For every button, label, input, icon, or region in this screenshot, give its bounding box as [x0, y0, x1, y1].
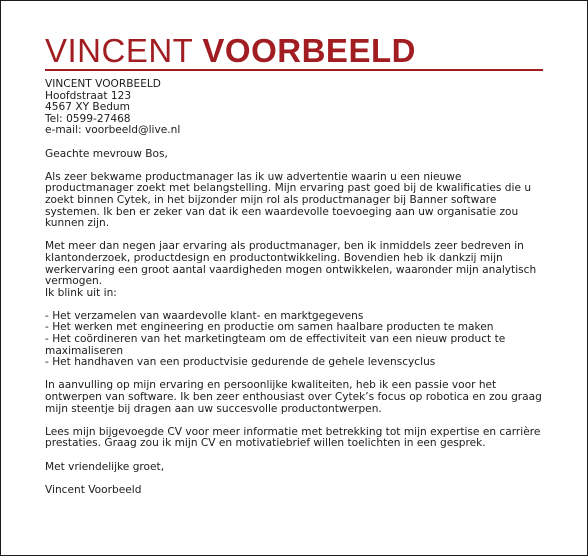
address-city: 4567 XY Bedum	[45, 101, 130, 114]
sender-address	[45, 79, 551, 137]
list-item: - Het verzamelen van waardevolle klant- en marktgegevens	[45, 309, 364, 322]
header-divider	[45, 69, 543, 71]
list-item: - Het werken met engineering en productie om samen haalbare producten te maken	[45, 321, 494, 334]
address-name: VINCENT VOORBEELD	[45, 78, 161, 90]
signature: Vincent Voorbeeld	[45, 483, 142, 496]
letter-header	[45, 31, 416, 71]
paragraph-passion: In aanvulling op mijn ervaring en persoonlijke kwaliteiten, heb ik een passie voor het ontwerpen van software. Ik ben zeer enthousiast over Cytek’s focus op robotica en zou graag mijn steentje bij dragen aan uw succesvolle productontwerpen.	[45, 379, 542, 415]
list-item: - Het coördineren van het marketingteam om de effectiviteit van een nieuw product te maximaliseren	[45, 333, 506, 357]
letter-body	[45, 79, 551, 496]
closing: Met vriendelijke groet,	[45, 460, 165, 473]
paragraph-experience: Met meer dan negen jaar ervaring als productmanager, ben ik inmiddels zeer bedreven in klantonderzoek, productdesign en productontwikkeling. Bovendien heb ik dankzij mijn werkervaring een groot aantal vaardigheden mogen ontwikkelen, waaronder mijn analytisch vermogen.	[45, 240, 537, 288]
address-email: e-mail: voorbeeld@live.nl	[45, 124, 181, 137]
header-first-name: VINCENT	[45, 32, 203, 69]
salutation: Geachte mevrouw Bos,	[45, 147, 168, 160]
address-phone: Tel: 0599-27468	[45, 112, 131, 125]
header-last-name: VOORBEELD	[202, 32, 416, 69]
skills-intro: Ik blink uit in:	[45, 286, 117, 299]
skills-list	[45, 311, 551, 369]
paragraph-intro: Als zeer bekwame productmanager las ik uw advertentie waarin u een nieuwe productmanager zoekt met belangstelling. Mijn ervaring past goed bij de kwalificaties die u zoekt binnen Cytek, in het bijzonder mijn rol als productmanager bij Banner software systemen. Ik ben er zeker van dat ik een waardevolle toevoeging aan uw organisatie zou kunnen zijn.	[45, 170, 532, 230]
address-street: Hoofdstraat 123	[45, 89, 132, 102]
list-item: - Het handhaven van een productvisie gedurende de gehele levenscyclus	[45, 356, 436, 369]
paragraph-cv: Lees mijn bijgevoegde CV voor meer informatie met betrekking tot mijn expertise en carrière prestaties. Graag zou ik mijn CV en motivatiebrief willen toelichten in een gesprek.	[45, 425, 541, 450]
